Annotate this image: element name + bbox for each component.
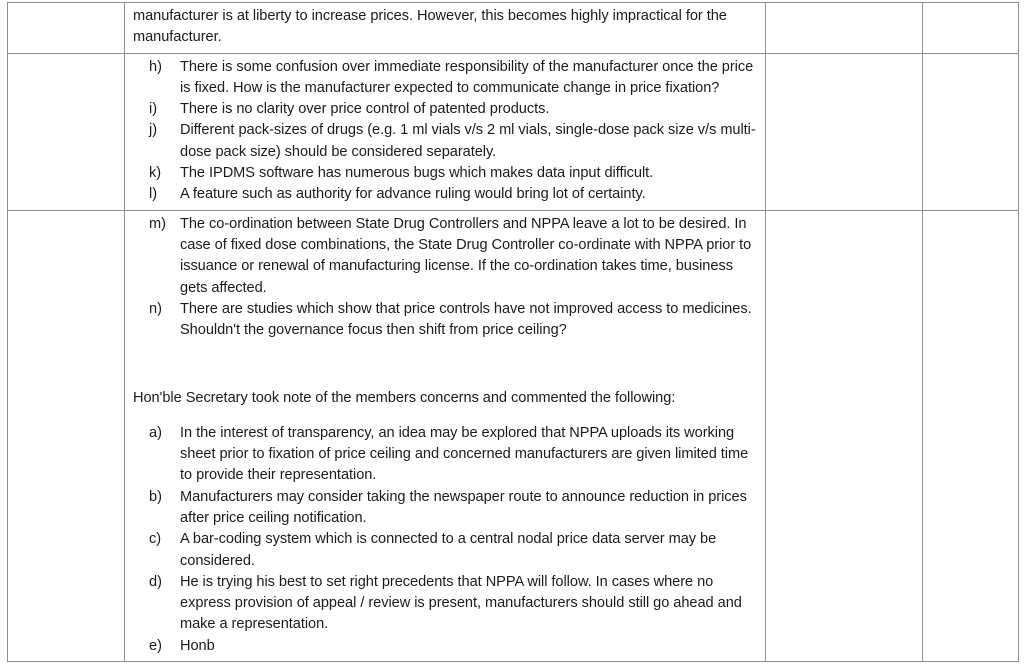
list-marker: i)	[149, 101, 158, 118]
row-3-action-cell	[766, 210, 923, 661]
row-2-action-text	[766, 54, 922, 217]
list-marker: n)	[149, 300, 162, 317]
list-item	[133, 184, 757, 205]
row-1-action-text	[766, 3, 922, 60]
list-item	[133, 572, 757, 636]
list-item	[133, 99, 757, 120]
list-item-text: He is trying his best to set right precedents that NPPA will follow. In cases where no express provision of appeal / review is present, manufacturers should still go ahead and make a representation.	[180, 573, 742, 633]
minutes-table	[7, 2, 1019, 662]
list-marker: d)	[149, 573, 162, 590]
list-item	[133, 163, 757, 184]
list-marker: e)	[149, 637, 162, 654]
list-item-text: There is no clarity over price control of patented products.	[180, 101, 550, 118]
list-marker: m)	[149, 215, 166, 232]
list-item	[133, 120, 757, 163]
list-marker: k)	[149, 165, 162, 182]
row-2-body-cell	[125, 53, 766, 210]
list-item-text: The co-ordination between State Drug Controllers and NPPA leave a lot to be desired. In case of fixed dose combinations, the State Drug Controller co-ordinate with NPPA prior to issuance or renewal of manufacturing license. If the co-ordination takes time, business gets affected.	[180, 215, 752, 296]
row-2-status-cell	[923, 53, 1019, 210]
list-item-text: There are studies which show that price controls have not improved access to medicines. Shouldn't the governance focus then shift from price ceiling?	[180, 300, 752, 339]
row-3-ref-cell	[8, 210, 125, 661]
row-3-status-cell	[923, 210, 1019, 661]
list-item	[133, 299, 757, 342]
list-item	[133, 57, 757, 100]
concern-list-m-n	[133, 214, 757, 342]
list-marker: c)	[149, 531, 162, 548]
table-row	[8, 53, 1019, 210]
row-3-body-cell	[125, 210, 766, 661]
table-row	[8, 3, 1019, 54]
row-1-status-text	[923, 3, 1018, 60]
list-item-text: Different pack-sizes of drugs (e.g. 1 ml vials v/s 2 ml vials, single-dose pack size v/s multi-dose pack size) should be considered separately.	[180, 122, 756, 160]
list-item-text: A feature such as authority for advance ruling would bring lot of certainty.	[180, 186, 646, 203]
row-1-body-cell	[125, 3, 766, 54]
row-3-status-text	[923, 211, 1018, 668]
list-item	[133, 423, 757, 487]
row-2-ref-cell	[8, 53, 125, 210]
table-row	[8, 210, 1019, 661]
list-item-text: The IPDMS software has numerous bugs which makes data input difficult.	[180, 165, 654, 182]
list-marker: h)	[149, 58, 162, 75]
continuation-paragraph: manufacturer is at liberty to increase prices. However, this becomes highly impractical for the manufacturer.	[133, 8, 727, 46]
list-item	[133, 529, 757, 572]
row-1-ref-text	[8, 3, 124, 60]
concern-list-h-l	[133, 57, 757, 206]
row-3-ref-text	[8, 211, 124, 668]
row-1-ref-cell	[8, 3, 125, 54]
list-item-text: In the interest of transparency, an idea may be explored that NPPA uploads its working sheet prior to fixation of price ceiling and concerned manufacturers are given limited time to provide their representation.	[180, 424, 749, 484]
list-item	[133, 214, 757, 299]
row-2-ref-text	[8, 54, 124, 217]
list-spacer	[133, 410, 757, 423]
list-item	[133, 487, 757, 530]
paragraph-spacer	[133, 341, 757, 388]
list-marker: j)	[149, 122, 158, 139]
secretary-intro-paragraph: Hon'ble Secretary took note of the members concerns and commented the following:	[133, 390, 676, 407]
row-2-action-cell	[766, 53, 923, 210]
list-marker: a)	[149, 424, 162, 441]
row-2-status-text	[923, 54, 1018, 217]
list-marker: b)	[149, 488, 162, 505]
list-marker: l)	[149, 186, 158, 203]
list-item-text: Honb	[180, 637, 215, 654]
row-3-action-text	[766, 211, 922, 668]
list-item-text: Manufacturers may consider taking the newspaper route to announce reduction in prices after price ceiling notification.	[180, 488, 747, 526]
secretary-comments-list	[133, 423, 757, 657]
row-1-action-cell	[766, 3, 923, 54]
list-item-text: A bar-coding system which is connected to a central nodal price data server may be considered.	[180, 531, 717, 569]
row-1-status-cell	[923, 3, 1019, 54]
list-item-text: There is some confusion over immediate responsibility of the manufacturer once the price is fixed. How is the manufacturer expected to communicate change in price fixation?	[180, 58, 754, 96]
